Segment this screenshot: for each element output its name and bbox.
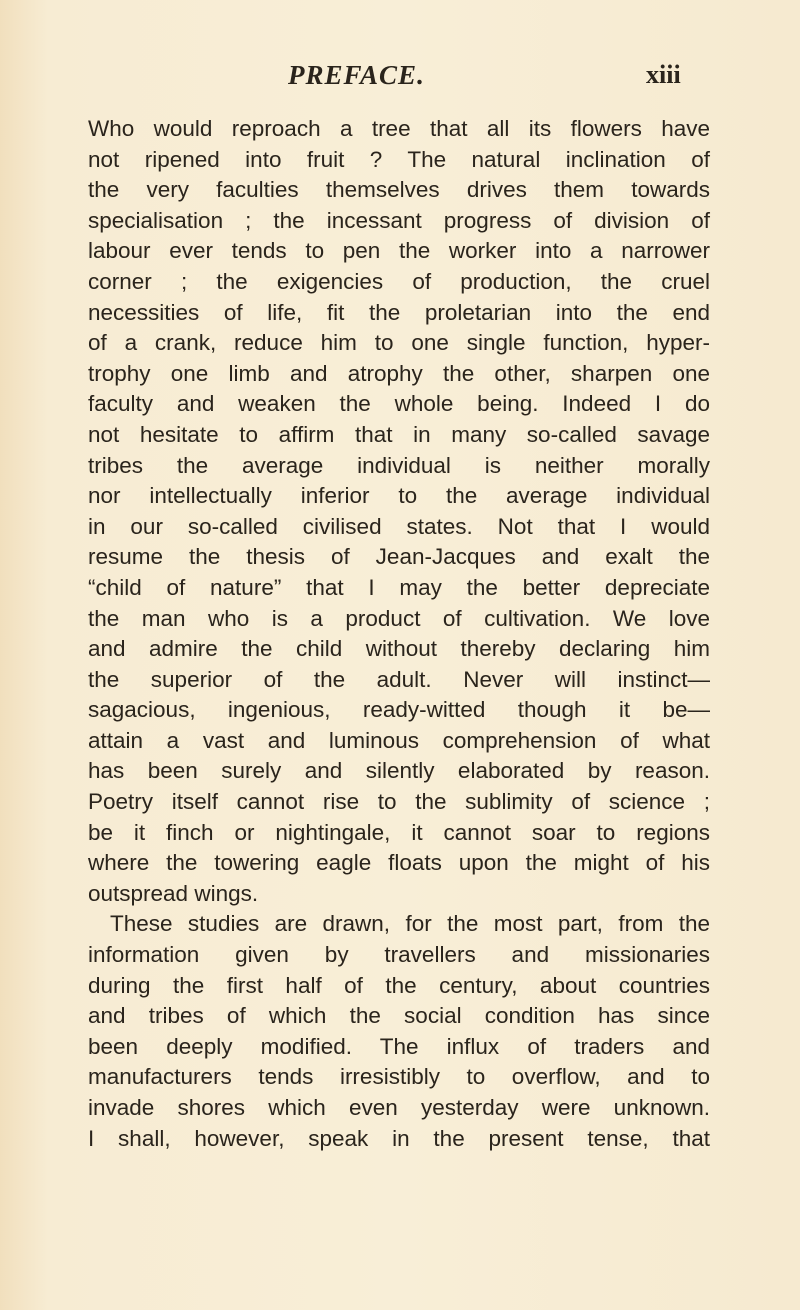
text-line: I shall, however, speak in the present tense, that [88, 1125, 710, 1151]
running-head: PREFACE. [288, 60, 425, 90]
text-line: trophy one limb and atrophy the other, sharpen one [88, 360, 710, 386]
text-line: not hesitate to affirm that in many so-called savage [88, 421, 710, 447]
text-line: faculty and weaken the whole being. Indeed I do [88, 391, 710, 417]
text-line: invade shores which even yesterday were unknown. [88, 1095, 710, 1120]
paragraph-1 [88, 114, 710, 909]
text-line: where the towering eagle floats upon the might of his [88, 850, 710, 876]
text-line: and tribes of which the social condition has since [88, 1003, 710, 1029]
text-line: Poetry itself cannot rise to the sublimity of science ; [88, 789, 710, 815]
page-number: xiii [646, 60, 681, 89]
text-line: during the first half of the century, about countries [88, 972, 710, 998]
text-line: been deeply modified. The influx of traders and [88, 1033, 710, 1059]
text-line: “child of nature” that I may the better depreciate [88, 574, 710, 600]
text-line: the superior of the adult. Never will instinct— [88, 666, 710, 692]
body-text [88, 114, 710, 1154]
text-line: has been surely and silently elaborated by reason. [88, 758, 710, 784]
page-header [0, 60, 800, 100]
text-line: tribes the average individual is neither morally [88, 452, 710, 478]
text-line: labour ever tends to pen the worker into a narrower [88, 238, 710, 264]
text-line: These studies are drawn, for the most part, from the [110, 911, 710, 937]
text-line: of a crank, reduce him to one single function, hyper- [88, 330, 710, 356]
text-line: attain a vast and luminous comprehension of what [88, 727, 710, 753]
text-line: not ripened into fruit ? The natural inclination of [88, 146, 710, 172]
paragraph-2 [88, 909, 710, 1154]
text-line: resume the thesis of Jean-Jacques and exalt the [88, 544, 710, 570]
text-line: in our so-called civilised states. Not that I would [88, 513, 710, 539]
text-line: the very faculties themselves drives them towards [88, 177, 710, 203]
text-line: nor intellectually inferior to the average individual [88, 483, 710, 509]
text-line: specialisation ; the incessant progress of division of [88, 207, 710, 233]
text-line: sagacious, ingenious, ready-witted though it be— [88, 697, 710, 723]
text-line: information given by travellers and missionaries [88, 942, 710, 968]
text-line: necessities of life, fit the proletarian into the end [88, 299, 710, 325]
text-line: outspread wings. [88, 880, 259, 906]
text-line: and admire the child without thereby declaring him [88, 636, 710, 662]
text-line: corner ; the exigencies of production, the cruel [88, 268, 710, 294]
text-line: be it finch or nightingale, it cannot soar to regions [88, 819, 710, 845]
text-line: the man who is a product of cultivation. We love [88, 605, 710, 631]
text-line: Who would reproach a tree that all its flowers have [88, 116, 710, 141]
text-line: manufacturers tends irresistibly to overflow, and to [88, 1064, 710, 1090]
